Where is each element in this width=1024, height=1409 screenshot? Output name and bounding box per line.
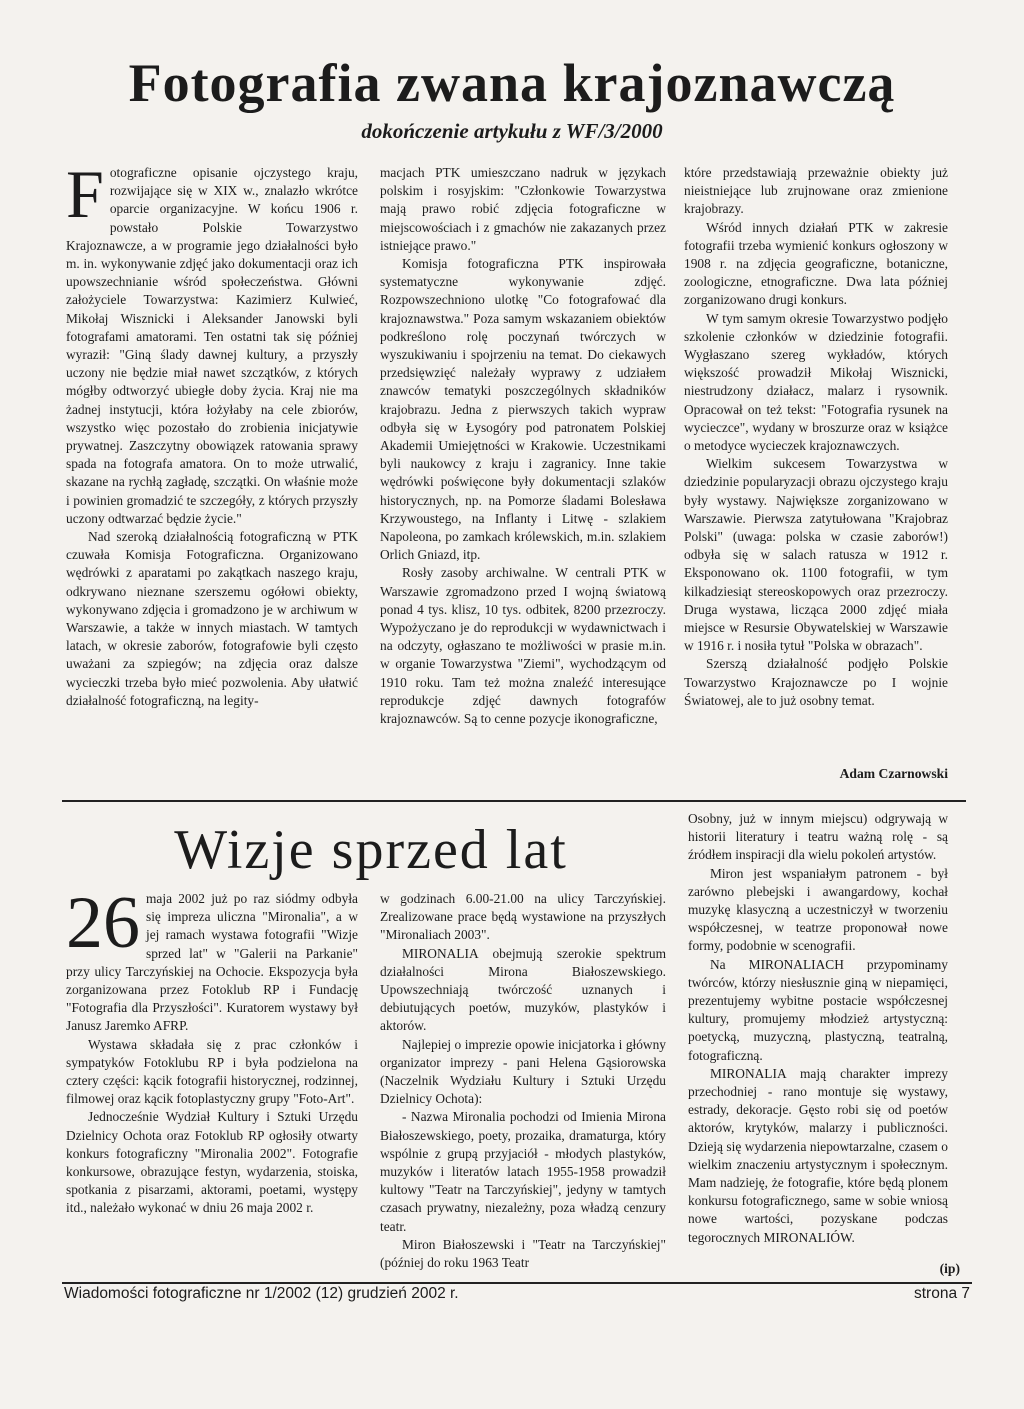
author-initials: (ip)	[939, 1261, 960, 1276]
article1-column-3	[684, 164, 948, 710]
article2-column-1	[66, 882, 358, 1218]
footer-divider	[62, 1282, 972, 1284]
article2-paragraph: - Nazwa Mironalia pochodzi od Imienia Mirona Białoszewskiego, poety, prozaika, dramaturga, który wspólnie z grupą przyjaciół - młodych plastyków, muzyków i literatów latach 1955-1958 prowadził kultowy "Teatr na Tarczyńskiej", jedyny w tamtych czasach prywatny, niezależny, poza władzą cenzury teatr.	[380, 1109, 666, 1234]
article2-column-3	[688, 810, 948, 1247]
article1-paragraph: W tym samym okresie Towarzystwo podjęło szkolenie członków w dziedzinie fotografii. Wygłaszano szereg wykładów, których większość prowadził Mikołaj Wisznicki, niestrudzony działacz, malarz i rysownik. Opracował on też tekst: "Fotografia rysunek na wycieczce", wydany w broszurze oraz w książce o metodyce wycieczek krajoznawczych.	[684, 310, 948, 454]
article2-paragraph: Miron jest wspaniałym patronem - był zarówno plebejski i awangardowy, kochał muzykę klasyczną a uczestniczył w tworzeniu współczesnej, w teatrze proponował nowe formy, podobnie w scenografii.	[688, 865, 948, 954]
article2-paragraph: Osobny, już w innym miejscu) odgrywają w historii literatury i teatru ważną rolę - są źródłem inspiracji dla wielu pokoleń artystów.	[688, 811, 948, 863]
author-signature: Adam Czarnowski	[839, 766, 948, 781]
article2-title: Wizje sprzed lat	[174, 819, 568, 881]
article1-column-2	[380, 164, 666, 728]
article1-paragraph	[66, 156, 358, 528]
article2-paragraph: Jednocześnie Wydział Kultury i Sztuki Urzędu Dzielnicy Ochota oraz Fotoklub RP ogłosiły otwarty konkurs fotograficzny "Mironalia 2002". Fotografie konkursowe, obrazujące festyn, wydarzenia, stoiska, spotkania z pisarzami, aktorami, poetami, występy itd., należało wykonać w dniu 26 maja 2002 r.	[66, 1109, 358, 1216]
article1-paragraph: Nad szeroką działalnością fotograficzną w PTK czuwała Komisja Fotograficzna. Organizowano wędrówki z aparatami po zakątkach naszego kraju, odkrywano nieznane szerszemu ogółowi obiekty, wykonywano zdjęcia i gromadzono je w archiwum w Warszawie, a także w innych miastach. W tamtych latach, w okresie zaborów, fotografowie byli często uważani za szpiegów; na zdjęcia oraz dalsze wycieczki trzeba było mieć pozwolenia. Aby ułatwić działalność fotograficzną, na legity-	[66, 529, 358, 708]
article2-paragraph: Na MIRONALIACH przypominamy twórców, którzy niesłusznie giną w niepamięci, prezentujemy wybitne postacie współczesnej kultury, promujemy młodzież artystyczną: poetycką, muzyczną, plastyczną, teatralną, fotograficzną.	[688, 956, 948, 1063]
article2-paragraph: Miron Białoszewski i "Teatr na Tarczyńskiej" (później do roku 1963 Teatr	[380, 1236, 666, 1271]
dropcap-letter: F	[66, 156, 104, 232]
article1-paragraph: macjach PTK umieszczano nadruk w językach polskim i rosyjskim: "Członkowie Towarzystwa mają prawo robić zdjęcia fotograficzne w miejscowościach i z gmachów nie zakazanych przez istniejące prawo."	[380, 165, 666, 253]
paragraph-text: otograficzne opisanie ojczystego kraju, rozwijające się w XIX w., znalazło wkrótce oparcie organizacyjne. W końcu 1906 r. powstało Polskie Towarzystwo Krajoznawcze, a w programie jego działalności było m. in. wykonywanie zdjęć jako dokumentacji oraz ich upowszechnianie wśród społeczeństwa. Główni założyciele Towarzystwa: Kazimierz Kulwieć, Mikołaj Wisznicki i Aleksander Janowski byli fotografami amatorami. Ten ostatni tak się później wyraził: "Giną ślady dawnej kultury, a przyszły uczony nie będzie miał nawet szczątków, z których mógłby odtworzyć ubiegłe doby życia. Kraj nie ma żadnej instytucji, która łożyłaby na cele zbiorów, wszystko więc pozostało do zrobienia inicjatywie prywatnej. Zaszczytny obowiązek ratowania sprawy spada na fotografa amatora. On to może utrwalić, skazane na rychłą zagładę, szczątki. On właśnie może i powinien gromadzić te szczegóły, z których przyszły uczony odtwarzać będzie życie."	[66, 165, 358, 526]
article2-paragraph: MIRONALIA obejmują szerokie spektrum działalności Mirona Białoszewskiego. Upowszechniają twórczość uznanych i debiutujących poetów, muzyków, plastyków i aktorów.	[380, 945, 666, 1034]
article2-paragraph	[66, 882, 358, 1036]
page-number: strona 7	[913, 1285, 970, 1302]
dropcap-number: 26	[66, 882, 140, 964]
article1-paragraph: które przedstawiają przeważnie obiekty już nieistniejące lub zrujnowane oraz zmienione krajobrazy.	[684, 165, 948, 217]
article1-paragraph: Rosły zasoby archiwalne. W centrali PTK w Warszawie zgromadzono przed I wojną światową ponad 4 tys. klisz, 10 tys. odbitek, 8200 przezroczy. Wypożyczano je do reprodukcji w wydawnictwach i na odczyty, ogłaszano te możliwości w prasie m.in. w organie Towarzystwa "Ziemi", wychodzącym od 1910 roku. Tam też można znaleźć interesujące reprodukcje zdjęć dawnych fotografów krajoznawców. Są to cenne pozycje ikonograficzne,	[380, 565, 666, 727]
publication-footer: Wiadomości fotograficzne nr 1/2002 (12) grudzień 2002 r.	[64, 1285, 459, 1302]
article2-column-2	[380, 890, 666, 1272]
article2-paragraph: w godzinach 6.00-21.00 na ulicy Tarczyńskiej. Zrealizowane prace będą wystawione na przyszłych "Mironaliach 2003".	[380, 891, 666, 943]
section-divider	[62, 800, 966, 802]
article2-paragraph: MIRONALIA mają charakter imprezy przechodniej - rano montuje się wystawy, estrady, dekoracje. Gęsto robi się od poetów aktorów, krytyków, malarzy i publiczności. Dzieją się wydarzenia niepowtarzalne, czasem o wielkim znaczeniu artystycznym i społecznym. Mam nadzieję, że fotografie, które będą plonem konkursu fotograficznego, same w sobie wniosą nowe wartości, pozyskane podczas tegorocznych MIRONALIÓW.	[688, 1065, 948, 1245]
article2-paragraph: Wystawa składała się z prac członków i sympatyków Fotoklubu RP i była podzielona na cztery części: kącik fotografii historycznej, rodzinnej, filmowej oraz kącik fotoplastyczny grupy "Foto-Art".	[66, 1036, 358, 1107]
article-subtitle: dokończenie artykułu z WF/3/2000	[361, 119, 663, 143]
article-title: Fotografia zwana krajoznawczą	[128, 53, 896, 113]
article1-paragraph: Wśród innych działań PTK w zakresie fotografii trzeba wymienić konkurs ogłoszony w 1908 r. na zdjęcia geograficzne, botaniczne, zoologiczne, etnograficzne. Dwa lata później zorganizowano drugi konkurs.	[684, 219, 948, 308]
article1-paragraph: Komisja fotograficzna PTK inspirowała systematyczne wykonywanie zdjęć. Rozpowszechniono ulotkę "Co fotografować dla krajoznawstwa." Poza samym wskazaniem obiektów podkreślono rolę poczynań twórczych w wyszukiwaniu i spojrzeniu na temat. Do ciekawych przedsięwzięć należały wyprawy z udziałem znawców tematyki poszczególnych składników krajobrazu. Jedna z pierwszych takich wypraw odbyła się w Łysogóry pod patronatem Polskiej Akademii Umiejętności w Krakowie. Uczestnikami byli naukowcy z kraju i zagranicy. Inne takie wędrówki poświęcone były dokumentacji szlaków historycznych, np. na Pomorze śladami Bolesława Krzywoustego, na Inflanty i Litwę - szlakiem Napoleona, po zamkach królewskich, m.in. szlakiem Orlich Gniazd, itp.	[380, 256, 666, 563]
article2-paragraph: Najlepiej o imprezie opowie inicjatorka i główny organizator imprezy - pani Helena Gąsiorowska (Naczelnik Wydziału Kultury i Sztuki Urzędu Dzielnicy Ochota):	[380, 1036, 666, 1107]
article1-column-1	[66, 156, 358, 710]
paragraph-text: maja 2002 już po raz siódmy odbyła się impreza uliczna "Mironalia", a w jej ramach wystawa fotografii "Wizje sprzed lat" w "Galerii na Parkanie" przy ulicy Tarczyńskiej na Ochocie. Ekspozycja była zorganizowana przez Fotoklub RP i Fundację "Fotografia dla Przyszłości". Kuratorem wystawy był Janusz Jaremko AFRP.	[66, 891, 358, 1034]
article1-paragraph: Szerszą działalność podjęło Polskie Towarzystwo Krajoznawcze po I wojnie Światowej, ale to już osobny temat.	[684, 656, 948, 708]
article1-paragraph: Wielkim sukcesem Towarzystwa w dziedzinie popularyzacji obrazu ojczystego kraju były wystawy. Największe zorganizowano w Warszawie. Pierwsza zatytułowana "Krajobraz Polski" (uwaga: polska w czasie zaborów!) odbyła się w salach ratusza w 1912 r. Eksponowano ok. 1100 fotografii, w tym kilkadziesiąt stereoskopowych oraz przezroczy. Druga wystawa, licząca 2000 zdjęć miała miejsce w Resursie Obywatelskiej w Warszawie w 1916 r. i nosiła tytuł "Polska w obrazach".	[684, 456, 948, 654]
